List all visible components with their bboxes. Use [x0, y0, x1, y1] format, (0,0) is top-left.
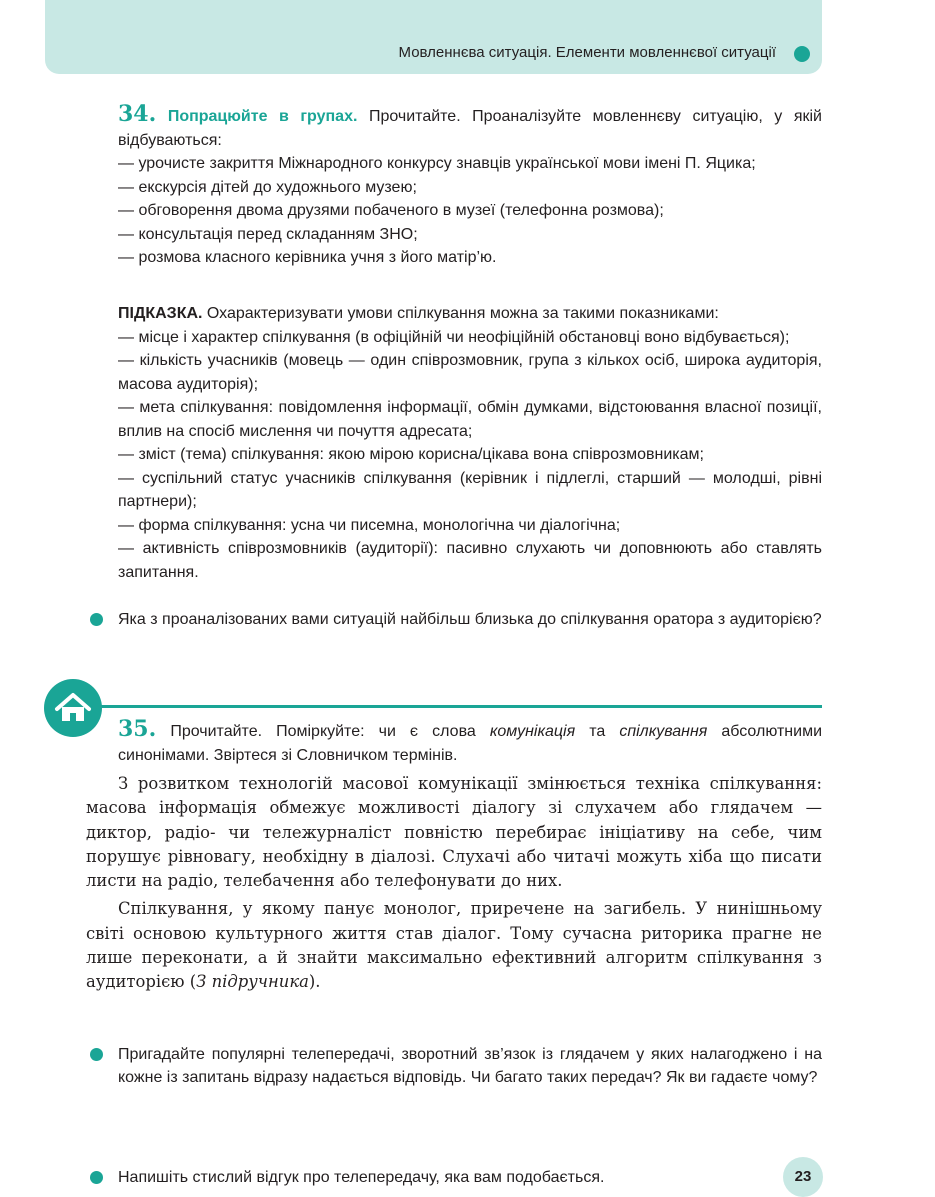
- running-header-title: Мовленнєва ситуація. Елементи мовленнєвої ситуації: [398, 44, 776, 61]
- hint-item: — зміст (тема) спілкування: якою мірою корисна/цікава вона співрозмовникам;: [118, 446, 704, 463]
- exercise-34-intro: Прочитайте. Проаналізуйте мовленнєву ситуацію, у якій відбуваються:: [118, 108, 822, 149]
- hint-heading: [118, 302, 822, 326]
- exercise-35-term-1: комунікація: [489, 723, 576, 740]
- reading-paragraph-2-text: Спілкування, у якому панує монолог, приречене на загибель. У нинішньому світі основою культурного життя став діалог. Тому сучасна риторика прагне не лише переконати, а й знайти максимально ефективний алгоритм спілкування з аудиторією (: [86, 899, 822, 992]
- exercise-35-question-2: [118, 1166, 822, 1190]
- exercise-34: [118, 103, 822, 270]
- hint-item: — кількість учасників (мовець — один співрозмовник, група з кількох осіб, широка аудиторія, масова аудиторія);: [118, 352, 822, 393]
- reading-source: З підручника: [196, 972, 309, 992]
- exercise-34-item: — урочисте закриття Міжнародного конкурсу знавців української мови імені П. Яцика;: [118, 155, 756, 172]
- hint-label: ПІДКАЗКА.: [118, 305, 203, 322]
- bullet-dot-icon: [90, 1171, 103, 1184]
- bullet-dot-icon: [90, 1048, 103, 1061]
- header-dot-icon: [794, 46, 810, 62]
- reading-paragraph-2-end: ).: [308, 972, 321, 992]
- exercise-34-heading: [118, 103, 822, 152]
- exercise-35-question-1-text: Пригадайте популярні телепередачі, зворотний зв’язок із глядачем у яких налагоджено і на кожне із запитань відразу надається відповідь. Чи багато таких передач? Як ви гадаєте чому?: [118, 1045, 822, 1086]
- exercise-34-lead: Попрацюйте в групах.: [167, 108, 358, 125]
- hint-item: — місце і характер спілкування (в офіційній чи неофіційній обстановці воно відбувається);: [118, 328, 790, 346]
- hint-text: Охарактеризувати умови спілкування можна за такими показниками:: [202, 305, 719, 322]
- hint-block: [118, 302, 822, 584]
- hint-item: — активність співрозмовників (аудиторії): пасивно слухають чи доповнюють або ставлять запитання.: [118, 540, 822, 581]
- exercise-34-question-text: Яка з проаналізованих вами ситуацій найбільш близька до спілкування оратора з аудиторією?: [118, 611, 822, 628]
- exercise-35-intro-c: абсолютними синонімами. Звіртеся зі Словничком термінів.: [118, 723, 822, 764]
- page-number: 23: [783, 1157, 823, 1197]
- hint-item: — форма спілкування: усна чи писемна, монологічна чи діалогічна;: [118, 516, 621, 534]
- home-icon: [44, 679, 102, 737]
- exercise-35-intro-b: та: [575, 723, 620, 740]
- exercise-34-item: — розмова класного керівника учня з його матір’ю.: [118, 249, 497, 266]
- reading-paragraph-2: [86, 897, 822, 994]
- hint-item: — мета спілкування: повідомлення інформації, обмін думками, відстоювання власної позиції, вплив на спосіб мислення чи почуття адресата;: [118, 399, 822, 440]
- exercise-34-item: — консультація перед складанням ЗНО;: [118, 225, 418, 243]
- section-divider: [86, 705, 822, 708]
- exercise-35: [118, 718, 822, 767]
- exercise-34-question: [118, 608, 822, 632]
- header-band: [45, 0, 822, 74]
- bullet-dot-icon: [90, 613, 103, 626]
- hint-list: [118, 326, 822, 585]
- reading-paragraph-1: З розвитком технологій масової комунікації змінюється техніка спілкування: масова інформація обмежує можливості діалогу зі слухачем або глядачем — диктор, радіо- чи тележурналіст повністю перебирає ініціативу на себе, чим порушує рівновагу, необхідну в діалозі. Слухачі або читачі можуть хіба що писати листи на радіо, телебачення або телефонувати до них.: [86, 774, 822, 891]
- reading-text: [86, 772, 822, 995]
- exercise-34-item: — екскурсія дітей до художнього музею;: [118, 178, 417, 196]
- exercise-35-intro-a: Прочитайте. Поміркуйте: чи є слова: [156, 723, 490, 740]
- exercise-35-number: 35.: [118, 716, 157, 742]
- exercise-35-term-2: спілкування: [619, 723, 708, 740]
- exercise-34-number: 34.: [118, 101, 157, 127]
- exercise-35-question-1: [118, 1043, 822, 1090]
- exercise-35-question-2-text: Напишіть стислий відгук про телепередачу, яка вам подобається.: [118, 1168, 605, 1186]
- hint-item: — суспільний статус учасників спілкування (керівник і підлеглі, старший — молодші, рівні партнери);: [118, 469, 822, 510]
- exercise-34-item: — обговорення двома друзями побаченого в музеї (телефонна розмова);: [118, 202, 664, 219]
